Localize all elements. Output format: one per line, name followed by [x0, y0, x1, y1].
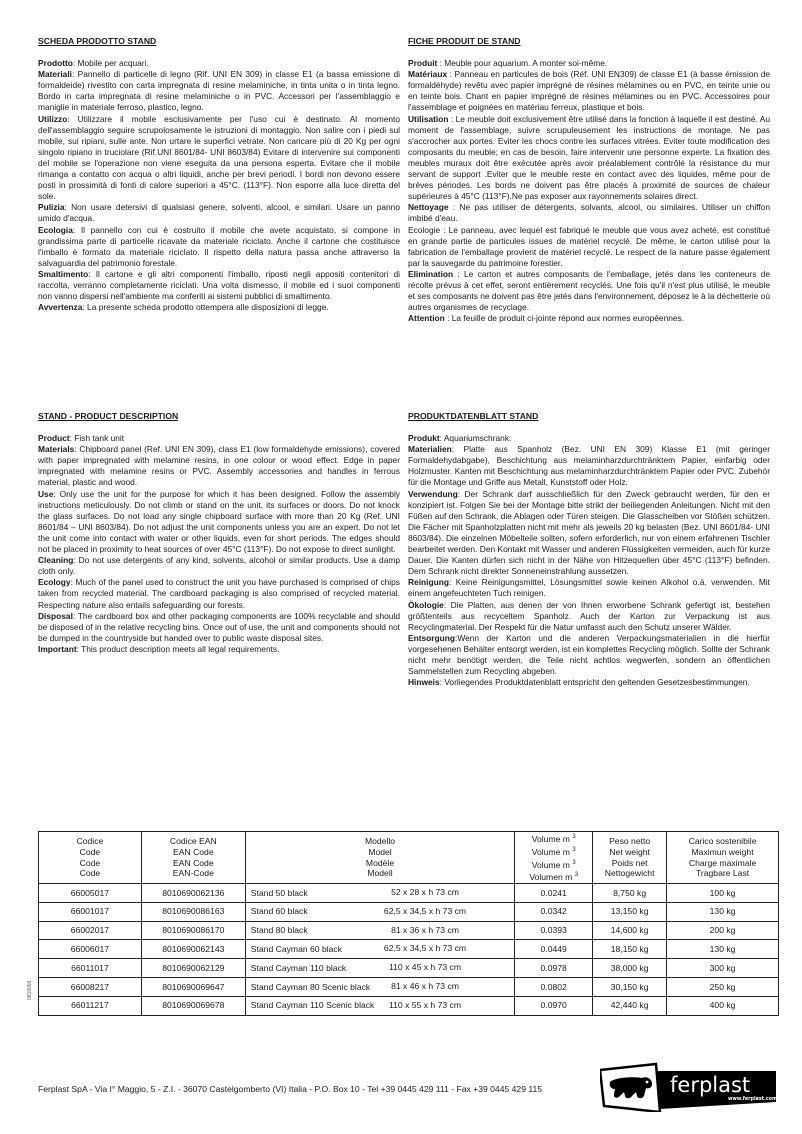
model-name: Stand 50 black — [250, 887, 308, 898]
cell-model — [245, 921, 514, 940]
cell-max-weight: 300 kg — [667, 959, 779, 978]
paragraph-label: Disposal — [38, 610, 73, 621]
ferplast-logo-icon — [600, 1062, 780, 1112]
header-code: Codice Code Code Code — [39, 832, 142, 884]
cell-code: 66008217 — [39, 977, 142, 996]
section-title: STAND - PRODUCT DESCRIPTION — [38, 411, 179, 421]
table-row — [39, 977, 779, 996]
ferplast-logo — [600, 1062, 780, 1112]
section-title: SCHEDA PRODOTTO STAND — [38, 36, 157, 46]
header-max-weight: Carico sostenibile Maximun weight Charge maximale Tragbare Last — [667, 832, 779, 884]
paragraph-text: Mobile per acquari. — [77, 58, 149, 69]
paragraph-label: Produit — [408, 58, 438, 69]
cell-volume: 0.0393 — [515, 921, 593, 940]
paragraph-text: Platte aus Spanholz (Bez. UNI EN 309) Klasse E1 (mit geringer Formaldehydabgabe), Beschichtung aus melaminharzdurchtränktem Papier, einfarbig oder Holzmuster. Kanten mit Beschichtung aus melaminharzdurchtränktem Papier oder PVC. Zubehör für die Montage und Griffe aus Metall, Kunststoff oder Holz. — [408, 444, 770, 488]
cell-model — [245, 884, 514, 903]
section-paragraph: Utilisation : Le meuble doit exclusivement être utilisé dans la fonction à laquelle il est destiné. Au moment de l'assemblage, suivre scrupuleusement les instructions de montage. Ne pas s'accrocher aux portes. Eviter les chocs contre les surfaces vitrées. Eviter toute modification des composants du meuble; en cas de besoin, faire intervenir une personne experte. La fixation des meubles muraux doit être exécutée après avoir préalablement contrôlé la résistance du mur servant de support .Eviter que le meuble reste en contact avec des liquides, même pour de brèves périodes. Les bords ne doivent pas être placés à proximité de sources de chaleur supérieures à 45°C (113°F).Ne pas exposer aux rayonnements solaires direct. — [408, 113, 770, 202]
section-paragraph: Materialien: Platte aus Spanholz (Bez. UNI EN 309) Klasse E1 (mit geringer Formaldehydabgabe), Beschichtung aus melaminharzdurchtränktem Papier, einfarbig oder Holzmuster. Kanten mit Beschichtung aus melaminharzdurchtränktem Papier oder PVC. Zubehör für die Montage und Griffe aus Metall, Kunststoff oder Holz. — [408, 444, 770, 488]
section-title: FICHE PRODUIT DE STAND — [408, 36, 521, 46]
section-paragraph: Ecology: Much of the panel used to construct the unit you have purchased is comprised of chips taken from recycled material. The cardboard packaging is also comprised of recycled material. Respecting nature also entails safeguarding our forests. — [38, 577, 400, 610]
paragraph-text: Vorliegendes Produktdatenblatt entspricht den geltenden Gesetzesbestimmungen. — [444, 677, 750, 688]
paragraph-text: Utilizzare il mobile esclusivamente per l'uso cui è destinato. Al momento dell'assemblaggio seguire scrupolosamente le istruzioni di montaggio. Non salire con i piedi sul mobile, sui ripiani, sulle ante. Non urtare le superfici vetrate. Non caricare più di 20 Kg per ogni singolo ripiano in truciolare (Rif.UNI 8601/84- UNI 8603/84) Evitare di intervenire sui componenti del mobile se l'operazione non viene eseguita da una persona esperta. Evitare che il mobile rimanga a contatto con acqua o altri liquidi, anche per brevi periodi. I bordi non devono essere posti in prossimità di fonti di calore superiori a 45°C. (113°F). Non esporre alla luce diretta del sole. — [38, 113, 401, 202]
cell-volume: 0.0970 — [515, 996, 593, 1015]
section-paragraph: Avvertenza: La presente scheda prodotto ottempera alle disposizioni di legge. — [38, 302, 329, 313]
paragraph-label: Utilizzo — [38, 113, 68, 124]
section-italian — [38, 36, 400, 313]
table-row — [39, 921, 779, 940]
paragraph-label: Smaltimento — [38, 268, 89, 279]
paragraph-text: Only use the unit for the purpose for which it has been designed. Follow the assembly instructions meticulously. Do not climb or stand on the unit, its surfaces or doors. Do not knock the glass surfaces. Do not load any single chipboard surface with more than 20 Kg (Ref. UNI 8601/84 – UNI 8603/84). Do not adjust the unit components unless you are an expert. Do not let the unit come into contact with water or other liquids, even for short periods. The edges should not be placed in proximity to heat sources of over 45°C (113°F). Do not expose to direct sunlight. — [38, 488, 400, 555]
cell-ean: 8010690062129 — [141, 959, 245, 978]
model-dimensions: 52 x 28 x h 73 cm — [391, 887, 459, 897]
section-paragraph: Nettoyage : Ne pas utiliser de détergents, solvants, alcool, ou similaires. Utiliser un chiffon imbibé d'eau. — [408, 202, 770, 224]
paragraph-text: Panneau en particules de bois (Réf. UNI EN309) de classe E1 (à basse émission de formaldéhyde) revêtu avec papier imprégné de résines mélamines ou en PVC, en teinte unie ou en teinte bois. Chant en papier imprégné de résines mélamines ou en PVC. Accessoires pour l'assemblage et poignées en matériau ferreux, plastique et bois. — [408, 69, 771, 113]
paragraph-label: Materiali — [38, 69, 72, 80]
cell-ean: 8010690062143 — [141, 940, 245, 959]
section-paragraph: Matériaux : Panneau en particules de bois (Réf. UNI EN309) de classe E1 (à basse émission de formaldéhyde) revêtu avec papier imprégné de résines mélamines ou en PVC, en teinte unie ou en teinte bois. Chant en papier imprégné de résines mélamines ou en PVC. Accessoires pour l'assemblage et poignées en matériau ferreux, plastique et bois. — [408, 69, 771, 113]
paragraph-text: Il cartone e gli altri componenti l'imballo, riposti negli appositi contenitori di raccolta, verranno completamente riciclati. Una volta dismesso, il mobile ed i suoi componenti non vanno dispersi nell'ambiente ma conferiti ai sistemi pubblici di smaltimento. — [38, 268, 400, 302]
section-paragraph: Prodotto: Mobile per acquari. — [38, 58, 149, 69]
paragraph-text: Meuble pour aquarium. A monter soi-même. — [444, 58, 608, 69]
paragraph-text: Fish tank unit — [74, 433, 125, 444]
section-paragraph: Disposal: The cardboard box and other packaging components are 100% recyclable and should be disposed of in the relative recycling bins. Once out of use, the unit and components should not be dumped in the countryside but handed over to public waste disposal sites. — [38, 610, 400, 643]
cell-net-weight: 42,440 kg — [593, 996, 667, 1015]
header-net-weight: Peso netto Net weight Poids net Nettogewicht — [593, 832, 667, 884]
model-dimensions: 81 x 46 x h 73 cm — [391, 980, 459, 991]
paragraph-label: Prodotto — [38, 58, 73, 69]
svg-text:www.ferplast.com: www.ferplast.com — [728, 1097, 777, 1102]
model-dimensions: 62,5 x 34,5 x h 73 cm — [383, 905, 467, 916]
section-title: PRODUKTDATENBLATT STAND — [408, 411, 539, 421]
paragraph-text: La feuille de produit ci-jointe répond aux normes européennes. — [451, 313, 685, 324]
cell-ean: 8010690069678 — [141, 996, 245, 1015]
paragraph-text: Non usare detersivi di qualsiasi genere, solventi, alcool, e similari. Usare un panno umido d'acqua. — [38, 202, 400, 224]
paragraph-label: Matériaux — [408, 69, 448, 80]
paragraph-label: Product — [38, 433, 70, 444]
cell-model — [245, 977, 514, 996]
cell-code: 66005017 — [39, 884, 142, 903]
model-name: Stand Cayman 60 black — [250, 943, 343, 954]
table-row — [39, 996, 779, 1015]
section-paragraph: Important: This product description meets all legal requirements. — [38, 643, 280, 654]
paragraph-text: The cardboard box and other packaging components are 100% recyclable and should be disposed of in the relative recycling bins. Once out of use, the unit and components should not be dumped in the countryside but handed over to public waste disposal sites. — [38, 610, 400, 643]
paragraph-label: Produkt — [408, 433, 440, 444]
paragraph-label: Materials — [38, 444, 75, 455]
section-paragraph: Smaltimento: Il cartone e gli altri componenti l'imballo, riposti negli appositi contenitori di raccolta, verranno completamente riciclati. Una volta dismesso, il mobile ed i suoi componenti non vanno dispersi nell'ambiente ma conferiti ai sistemi pubblici di smaltimento. — [38, 268, 400, 302]
table-row — [39, 959, 779, 978]
svg-text:ferplast: ferplast — [670, 1073, 751, 1097]
paragraph-label: Ecology — [38, 577, 71, 588]
header-ean-code: Codice EAN EAN Code EAN Code EAN-Code — [141, 832, 245, 884]
cell-volume: 0.0449 — [515, 940, 593, 959]
model-dimensions: 62,5 x 34,5 x h 73 cm — [383, 943, 467, 954]
section-paragraph: Product: Fish tank unit — [38, 433, 125, 444]
section-paragraph: Ecologia: Il pannello con cui è costruito il mobile che avete acquistato, si compone in grandissima parte di particelle ricavate da materiale riciclato. Anche il cartone che costituisce l'imballo è formato da materiale riciclato. Il rispetto della natura passa anche attraverso la salvaguardia del patrimonio forestale. — [38, 224, 401, 268]
cell-code: 66011217 — [39, 996, 142, 1015]
section-body — [408, 58, 770, 324]
paragraph-label: Materialien — [408, 444, 452, 455]
paragraph-text: Der Schrank darf ausschließlich für den Zweck gebraucht werden, für den er konzipiert ist. Folgen Sie bei der Montage bitte strikt der beiliegenden Anleitungen. Nicht mit den Füßen auf den Schrank, die Ablagen oder Türen steigen. Die Glasscheiben vor Stößen schützen. Die Fächer mit Spanholzplatten nicht mit mehr als jeweils 20 kg belasten (Bez. UNI 8601/84- UNI 8603/84). Die einzelnen Möbelteile sollten, sofern erforderlich, nur von einem erfahrenen Tischler bearbeitet werden. Den Kontakt mit Wasser und anderen Flüssigkeiten vermeiden, auch für kurze Dauer. Die Kanten dürfen sich nicht in der Nähe von Hitzequellen über 45°C (113°F) befinden. Dem Schrank nicht direkter Sonneneinstrahlung aussetzen. — [408, 488, 770, 577]
section-paragraph: Use: Only use the unit for the purpose for which it has been designed. Follow the assembly instructions meticulously. Do not climb or stand on the unit, its surfaces or doors. Do not knock the glass surfaces. Do not load any single chipboard surface with more than 20 Kg (Ref. UNI 8601/84 – UNI 8603/84). Do not adjust the unit components unless you are an expert. Do not let the unit come into contact with water or other liquids, even for short periods. The edges should not be placed in proximity to heat sources of over 45°C (113°F). Do not expose to direct sunlight. — [38, 488, 400, 555]
section-english — [38, 411, 400, 655]
paragraph-text: Wenn der Karton und die anderen Verpackungsmaterialien in die hierfür vorgesehenen Behälter entsorgt werden, ist ein komplettes Recycling möglich. Sollte der Schrank nicht mehr benötigt werden, die Teile nicht achtlos wegwerfen, sondern an öffentlichen Sammelstellen zum Recycling abgeben. — [408, 632, 770, 677]
paragraph-text: Die Platten, aus denen der von Ihnen erworbene Schrank gefertigt ist, bestehen größtenteils aus recyceltem Spanholz. Auch der Karton zur Verpackung ist aus Recyclingmaterial. Der Respekt für die Natur umfasst auch den Schutz unserer Wälder. — [408, 599, 771, 632]
cell-code: 66001017 — [39, 902, 142, 921]
paragraph-label: Reinigung — [408, 577, 449, 588]
product-spec-table — [38, 831, 779, 1016]
paragraph-label: Use — [38, 488, 54, 499]
cell-volume: 0.0342 — [515, 902, 593, 921]
section-paragraph: Produkt: Aquariumschrank: — [408, 433, 512, 444]
paragraph-label: Attention — [408, 313, 445, 324]
cell-net-weight: 8,750 kg — [593, 884, 667, 903]
paragraph-text: Chipboard panel (Ref. UNI EN 309), class E1 (low formaldehyde emissions), covered with paper impregnated with melamine resins, in one colour or wood effect. Edge in paper impregnated with melamine resins or PVC. Assembly accessories and handles in ferrous material, plastic and wood. — [38, 444, 400, 488]
cell-max-weight: 250 kg — [667, 977, 779, 996]
paragraph-label: Entsorgung — [408, 632, 455, 643]
paragraph-text: Much of the panel used to construct the unit you have purchased is comprised of chips taken from recycled material. The cardboard packaging is also comprised of recycled material. Respecting nature also entails safeguarding our forests. — [38, 577, 400, 610]
cell-ean: 8010690062136 — [141, 884, 245, 903]
cell-model — [245, 959, 514, 978]
paragraph-text: La presente scheda prodotto ottempera alle disposizioni di legge. — [87, 302, 329, 313]
cell-max-weight: 100 kg — [667, 884, 779, 903]
header-model: Modello Model Modèle Modell — [245, 832, 514, 884]
cell-max-weight: 400 kg — [667, 996, 779, 1015]
cell-max-weight: 130 kg — [667, 940, 779, 959]
model-name: Stand Cayman 80 Scenic black — [250, 981, 371, 992]
section-paragraph: Materiali: Pannello di particelle di legno (Rif. UNI EN 309) in classe E1 (a bassa emissione di formaldeide) rivestito con carta impregnata di resine melaminiche, in tinta unita o in tinta legno. Bordo in carta impregnata di resine melaminiche o in PVC. Accessori per l'assemblaggio e maniglie in materiale ferroso, plastico, legno. — [38, 69, 401, 113]
paragraph-label: Cleaning — [38, 555, 74, 566]
section-paragraph: Entsorgung:Wenn der Karton und die anderen Verpackungsmaterialien in die hierfür vorgesehenen Behälter entsorgt werden, ist ein komplettes Recycling möglich. Sollte der Schrank nicht mehr benötigt werden, die Teile nicht achtlos wegwerfen, sondern an öffentlichen Sammelstellen zum Recycling abgeben. — [408, 632, 770, 677]
table-row — [39, 884, 779, 903]
paragraph-label: Verwendung — [408, 488, 458, 499]
model-dimensions: 110 x 45 x h 73 cm — [389, 962, 461, 973]
paragraph-label: Hinweis — [408, 677, 440, 688]
table-body — [39, 884, 779, 1016]
cell-net-weight: 13,150 kg — [593, 902, 667, 921]
model-dimensions: 110 x 55 x h 73 cm — [389, 999, 461, 1010]
section-paragraph: Ökologie: Die Platten, aus denen der von Ihnen erworbene Schrank gefertigt ist, bestehen größtenteils aus recyceltem Spanholz. Auch der Karton zur Verpackung ist aus Recyclingmaterial. Der Respekt für die Natur umfasst auch den Schutz unserer Wälder. — [408, 599, 771, 632]
section-paragraph: Verwendung: Der Schrank darf ausschließlich für den Zweck gebraucht werden, für den er konzipiert ist. Folgen Sie bei der Montage bitte strikt der beiliegenden Anleitungen. Nicht mit den Füßen auf den Schrank, die Ablagen oder Türen steigen. Die Glasscheiben vor Stößen schützen. Die Fächer mit Spanholzplatten nicht mit mehr als jeweils 20 kg belasten (Bez. UNI 8601/84- UNI 8603/84). Die einzelnen Möbelteile sollten, sofern erforderlich, nur von einem erfahrenen Tischler bearbeitet werden. Den Kontakt mit Wasser und anderen Flüssigkeiten vermeiden, auch für kurze Dauer. Die Kanten dürfen sich nicht in der Nähe von Hitzequellen über 45°C (113°F) befinden. Dem Schrank nicht direkter Sonneneinstrahlung aussetzen. — [408, 488, 770, 577]
cell-code: 66002017 — [39, 921, 142, 940]
section-paragraph: Elimination : Le carton et autres composants de l'emballage, jetés dans les conteneurs de récolte prévus à cet effet, seront entièrement recyclés. Une fois qu'il n'est plus utilisé, le meuble et ses composants ne doivent pas être jetés dans l'environnement, déposez le à la déchetterie où autres organismes de recyclage. — [408, 268, 770, 313]
section-body — [38, 58, 400, 313]
paragraph-label: Ökologie — [408, 599, 444, 610]
model-name: Stand Cayman 110 black — [250, 962, 347, 973]
section-paragraph: Hinweis: Vorliegendes Produktdatenblatt entspricht den geltenden Gesetzesbestimmungen. — [408, 677, 750, 688]
model-name: Stand Cayman 110 Scenic black — [250, 1000, 375, 1011]
document-code: 0810093 — [27, 980, 33, 1000]
cell-net-weight: 38,000 kg — [593, 959, 667, 978]
paragraph-label: Avvertenza — [38, 302, 83, 313]
section-paragraph: Materials: Chipboard panel (Ref. UNI EN 309), class E1 (low formaldehyde emissions), covered with paper impregnated with melamine resins, in one colour or wood effect. Edge in paper impregnated with melamine resins or PVC. Assembly accessories and handles in ferrous material, plastic and wood. — [38, 444, 400, 488]
paragraph-text: Aquariumschrank: — [443, 433, 512, 444]
paragraph-text: Ecologie : Le panneau, avec lequel est fabriqué le meuble que vous avez acheté, est constitué en grande partie de particules issues de matériel recyclé. De même, le carton utilisé pour la fabrication de l'emballage provient de matériel recyclé. Le respect de la nature passe également par la sauvegarde du patrimoine forestier. — [408, 224, 770, 268]
section-paragraph: Pulizia: Non usare detersivi di qualsiasi genere, solventi, alcool, e similari. Usare un panno umido d'acqua. — [38, 202, 400, 224]
paragraph-text: Keine Reinigungsmittel, Lösungsmittel sowie keinen Alkohol o.ä. verwenden. Mit einem angefeuchteten Tuch reinigen. — [408, 577, 770, 599]
cell-net-weight: 14,600 kg — [593, 921, 667, 940]
paragraph-text: Pannello di particelle di legno (Rif. UNI EN 309) in classe E1 (a bassa emissione di formaldeide) rivestito con carta impregnata di resine melaminiche, in tinta unita o in tinta legno. Bordo in carta impregnata di resine melaminiche o in PVC. Accessori per l'assemblaggio e maniglie in materiale ferroso, plastico, legno. — [38, 69, 401, 113]
cell-volume: 0.0802 — [515, 977, 593, 996]
section-paragraph: Produit : Meuble pour aquarium. A monter soi-même. — [408, 58, 608, 69]
paragraph-text: Ne pas utiliser de détergents, solvants, alcool, ou similaires. Utiliser un chiffon imbibé d'eau. — [408, 202, 770, 224]
section-paragraph: Cleaning: Do not use detergents of any kind, solvents, alcohol or similar products. Use a damp cloth only. — [38, 555, 400, 577]
header-volume: Volume m $^3$ Volume m $^3$ Volume m $^3$ Volumen m $^3$ — [515, 832, 593, 884]
paragraph-label: Ecologia — [38, 224, 73, 235]
paragraph-text: Le carton et autres composants de l'emballage, jetés dans les conteneurs de récolte prévus à cet effet, seront entièrement recyclés. Une fois qu'il n'est plus utilisé, le meuble et ses composants ne doivent pas être jetés dans l'environnement, déposez le à la déchetterie où autres organismes de recyclage. — [408, 268, 770, 313]
cell-net-weight: 30,150 kg — [593, 977, 667, 996]
section-paragraph: Reinigung: Keine Reinigungsmittel, Lösungsmittel sowie keinen Alkohol o.ä. verwenden. Mit einem angefeuchteten Tuch reinigen. — [408, 577, 770, 599]
cell-net-weight: 18,150 kg — [593, 940, 667, 959]
cell-code: 66006017 — [39, 940, 142, 959]
cell-model — [245, 996, 514, 1015]
section-french — [408, 36, 770, 324]
table-row — [39, 902, 779, 921]
model-name: Stand 80 black — [250, 925, 308, 936]
cell-ean: 8010690086170 — [141, 921, 245, 940]
cell-model — [245, 940, 514, 959]
section-paragraph: Attention : La feuille de produit ci-jointe répond aux normes européennes. — [408, 313, 685, 324]
cell-max-weight: 200 kg — [667, 921, 779, 940]
model-name: Stand 60 black — [250, 906, 308, 917]
footer-address: Ferplast SpA - Via I° Maggio, 5 - Z.I. - 36070 Castelgomberto (VI) Italia - P.O. Box 10 - Tel +39 0445 429 111 - Fax +39 0445 429 115 — [38, 1084, 543, 1094]
section-paragraph: Utilizzo: Utilizzare il mobile esclusivamente per l'uso cui è destinato. Al momento dell'assemblaggio seguire scrupolosamente le istruzioni di montaggio. Non salire con i piedi sul mobile, sui ripiani, sulle ante. Non urtare le superfici vetrate. Non caricare più di 20 Kg per ogni singolo ripiano in truciolare (Rif.UNI 8601/84- UNI 8603/84) Evitare di intervenire sui componenti del mobile se l'operazione non viene eseguita da una persona esperta. Evitare che il mobile rimanga a contatto con acqua o altri liquidi, anche per brevi periodi. I bordi non devono essere posti in prossimità di fonti di calore superiori a 45°C. (113°F). Non esporre alla luce diretta del sole. — [38, 113, 401, 202]
section-paragraph — [408, 225, 770, 269]
paragraph-text: This product description meets all legal requirements. — [81, 643, 280, 654]
cell-ean: 8010690086163 — [141, 902, 245, 921]
paragraph-text: Il pannello con cui è costruito il mobile che avete acquistato, si compone in grandissima parte di particelle ricavate da materiale riciclato. Anche il cartone che costituisce l'imballo è formato da materiale riciclato. Il rispetto della natura passa anche attraverso la salvaguardia del patrimonio forestale. — [38, 224, 401, 268]
paragraph-label: Pulizia — [38, 202, 65, 213]
section-body — [38, 433, 400, 655]
paragraph-label: Important — [38, 643, 77, 654]
cell-volume: 0.0241 — [515, 884, 593, 903]
model-dimensions: 81 x 36 x h 73 cm — [391, 924, 459, 935]
paragraph-text: Le meuble doit exclusivement être utilisé dans la fonction à laquelle il est destiné. Au moment de l'assemblage, suivre scrupuleusement les instructions de montage. Ne pas s'accrocher aux portes. Eviter les chocs contre les surfaces vitrées. Eviter toute modification des composants du meuble; en cas de besoin, faire intervenir une personne experte. La fixation des meubles muraux doit être exécutée après avoir préalablement contrôlé la résistance du mur servant de support .Eviter que le meuble reste en contact avec des liquides, même pour de brèves périodes. Les bords ne doivent pas être placés à proximité de sources de chaleur supérieures à 45°C (113°F).Ne pas exposer aux rayonnements solaires direct. — [408, 113, 770, 202]
cell-code: 66011017 — [39, 959, 142, 978]
cell-ean: 8010690069647 — [141, 977, 245, 996]
paragraph-label: Nettoyage — [408, 202, 449, 213]
paragraph-label: Utilisation — [408, 113, 449, 124]
section-body — [408, 433, 770, 688]
cell-volume: 0.0978 — [515, 959, 593, 978]
table-row — [39, 940, 779, 959]
section-german — [408, 411, 770, 688]
cell-model — [245, 902, 514, 921]
paragraph-text: Do not use detergents of any kind, solvents, alcohol or similar products. Use a damp cloth only. — [38, 555, 400, 577]
paragraph-label: Elimination — [408, 268, 454, 279]
table-header-row — [39, 832, 779, 884]
cell-max-weight: 130 kg — [667, 902, 779, 921]
